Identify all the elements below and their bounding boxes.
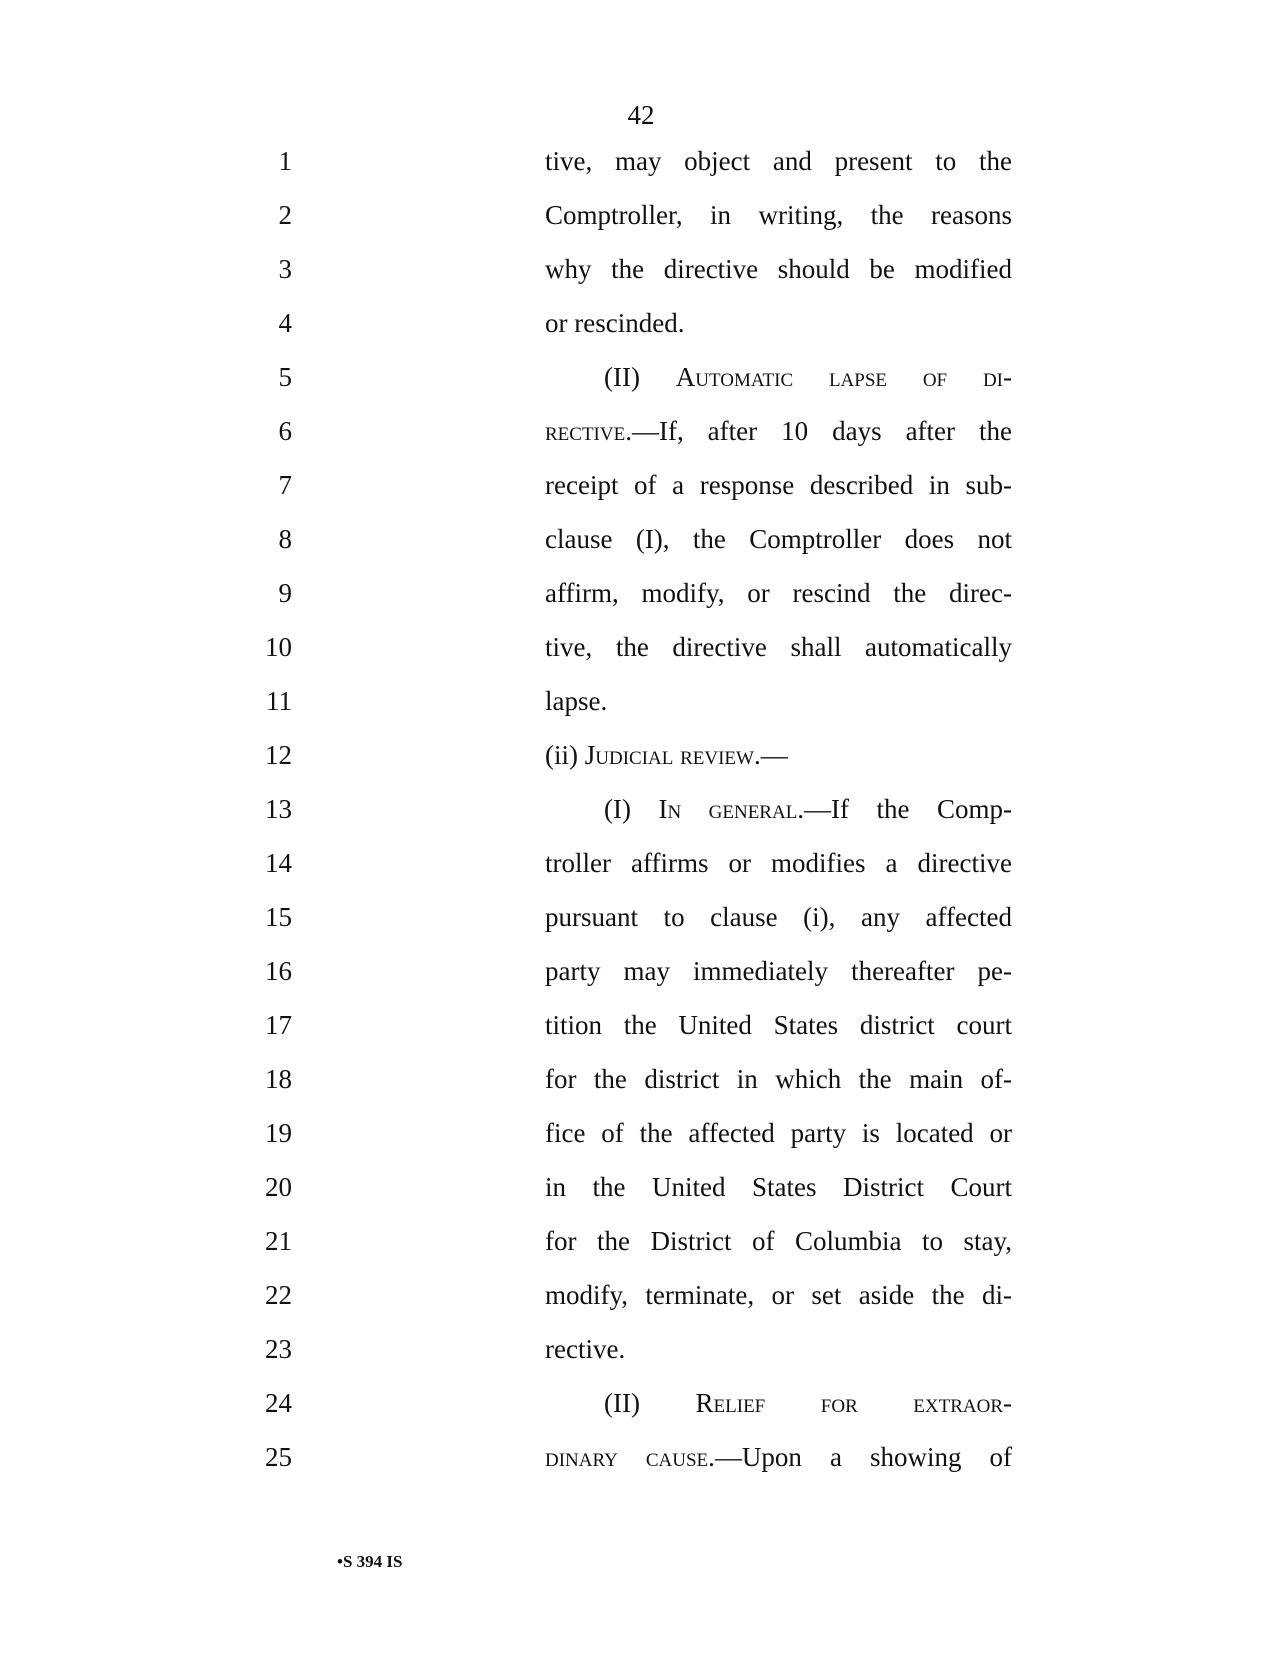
line-text: modify, terminate, or set aside the di- <box>545 1280 1012 1310</box>
page-number: 42 <box>627 100 655 130</box>
line-number: 2 <box>278 200 292 230</box>
line-body: .—If the Comp- <box>797 794 1012 824</box>
subclause-heading: Automatic lapse of di- <box>675 362 1012 392</box>
line-text: lapse. <box>545 686 608 716</box>
document-line <box>0 1442 1280 1496</box>
line-text <box>604 794 1012 825</box>
line-number: 20 <box>265 1172 292 1202</box>
line-number: 10 <box>265 632 292 662</box>
line-number: 25 <box>265 1442 292 1472</box>
line-body: .—Upon a showing of <box>708 1442 1013 1472</box>
line-number: 19 <box>265 1118 292 1148</box>
document-line <box>0 1172 1280 1226</box>
bill-identifier: •S 394 IS <box>337 1552 403 1571</box>
line-number: 3 <box>278 254 292 284</box>
document-line <box>0 740 1280 794</box>
line-text: party may immediately thereafter pe- <box>545 956 1012 986</box>
document-line <box>0 794 1280 848</box>
line-number: 14 <box>265 848 292 878</box>
line-text: clause (I), the Comptroller does not <box>545 524 1012 554</box>
document-line <box>0 632 1280 686</box>
line-text: tive, may object and present to the <box>545 146 1012 176</box>
line-number: 21 <box>265 1226 292 1256</box>
line-number: 8 <box>278 524 292 554</box>
subclause-heading: dinary cause <box>545 1442 709 1472</box>
document-line <box>0 200 1280 254</box>
line-text: in the United States District Court <box>545 1172 1012 1202</box>
line-number: 15 <box>265 902 292 932</box>
document-line <box>0 1280 1280 1334</box>
line-text <box>604 362 1012 393</box>
line-number: 17 <box>265 1010 292 1040</box>
subclause-heading: In general <box>658 794 798 824</box>
document-line <box>0 902 1280 956</box>
subclause-heading: Relief for extraor- <box>695 1388 1012 1418</box>
document-line <box>0 308 1280 362</box>
line-number: 4 <box>278 308 292 338</box>
line-number: 5 <box>278 362 292 392</box>
document-line <box>0 362 1280 416</box>
document-line <box>0 1226 1280 1280</box>
clause-heading: Judicial review <box>584 740 754 770</box>
document-line <box>0 578 1280 632</box>
line-number: 22 <box>265 1280 292 1310</box>
line-text <box>545 740 788 771</box>
line-number: 9 <box>278 578 292 608</box>
subclause-marker: (II) <box>604 362 676 392</box>
line-number: 23 <box>265 1334 292 1364</box>
line-number: 6 <box>278 416 292 446</box>
line-text <box>604 1388 1012 1419</box>
line-text: fice of the affected party is located or <box>545 1118 1012 1148</box>
document-line <box>0 254 1280 308</box>
subclause-marker: (II) <box>604 1388 696 1418</box>
line-text: why the directive should be modified <box>545 254 1012 284</box>
line-text <box>545 1442 1012 1473</box>
line-text: tive, the directive shall automatically <box>545 632 1012 662</box>
document-line <box>0 1010 1280 1064</box>
document-line <box>0 1118 1280 1172</box>
clause-marker: (ii) <box>545 740 585 770</box>
document-line <box>0 524 1280 578</box>
line-text: affirm, modify, or rescind the direc- <box>545 578 1012 608</box>
document-line <box>0 470 1280 524</box>
line-text: tition the United States district court <box>545 1010 1012 1040</box>
line-text: for the District of Columbia to stay, <box>545 1226 1012 1256</box>
line-text: receipt of a response described in sub- <box>545 470 1012 500</box>
line-text: for the district in which the main of- <box>545 1064 1012 1094</box>
line-number: 13 <box>265 794 292 824</box>
document-line <box>0 1064 1280 1118</box>
line-body: .— <box>753 740 788 770</box>
line-text: Comptroller, in writing, the reasons <box>545 200 1012 230</box>
line-number: 12 <box>265 740 292 770</box>
line-text: pursuant to clause (i), any affected <box>545 902 1012 932</box>
line-body: .—If, after 10 days after the <box>625 416 1012 446</box>
line-text <box>545 416 1012 447</box>
document-line <box>0 146 1280 200</box>
document-line <box>0 1388 1280 1442</box>
document-line <box>0 1334 1280 1388</box>
line-number: 16 <box>265 956 292 986</box>
line-number: 18 <box>265 1064 292 1094</box>
subclause-marker: (I) <box>604 794 659 824</box>
line-number: 11 <box>266 686 292 716</box>
line-number: 1 <box>278 146 292 176</box>
document-line <box>0 686 1280 740</box>
line-text: troller affirms or modifies a directive <box>545 848 1012 878</box>
document-line <box>0 956 1280 1010</box>
line-text: rective. <box>545 1334 626 1364</box>
document-line <box>0 848 1280 902</box>
subclause-heading: rective <box>545 416 626 446</box>
line-text: or rescinded. <box>545 308 685 338</box>
document-line <box>0 416 1280 470</box>
line-number: 24 <box>265 1388 292 1418</box>
line-number: 7 <box>278 470 292 500</box>
